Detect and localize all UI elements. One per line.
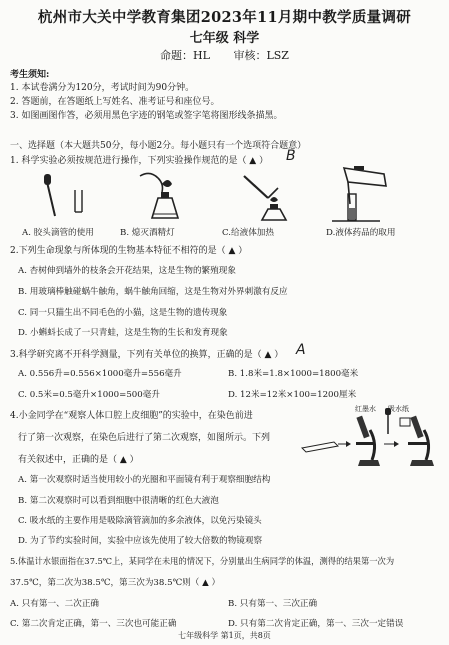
q4-stem-line-1: 4.小金同学在“观察人体口腔上皮细胞”的实验中，在染色前进 bbox=[10, 411, 253, 421]
q4-option-c: C. 吸水纸的主要作用是吸除滴管滴加的多余液体，以免污染镜头 bbox=[18, 516, 262, 526]
notice-item-3: 3. 如图画图作答，必须用黑色字迹的钢笔或签字笔将图形线条描黑。 bbox=[10, 111, 283, 121]
q2-option-b: B. 用玻璃棒触碰蜗牛触角，蜗牛触角回缩，这是生物对外界刺激有反应 bbox=[18, 287, 288, 297]
q4-option-d: D. 为了节约实验时间，实验中应该先使用了较大倍数的物镜观察 bbox=[18, 536, 263, 546]
q5-option-c: C. 第二次肯定正确，第一、三次也可能正确 bbox=[10, 619, 177, 629]
q2-option-c: C. 同一只猫生出不同毛色的小猫，这是生物的遗传现象 bbox=[18, 308, 228, 318]
author-label: 命题：HL bbox=[160, 49, 210, 62]
notice-item-1: 1. 本试卷满分为120分，考试时间为90分钟。 bbox=[10, 83, 195, 93]
heating-liquid-figure bbox=[234, 170, 304, 222]
q4-stem-line-2: 行了第一次观察，在染色后进行了第二次观察，如图所示。下列 bbox=[18, 433, 271, 443]
q5-stem-line-1: 5.体温计水银面指在37.5℃上，某同学在未甩的情况下，分别量出生病同学的体温，测得的结果第一次为 bbox=[10, 556, 395, 566]
notice-item-2: 2. 答题前，在答题纸上写姓名、准考证号和座位号。 bbox=[10, 97, 220, 107]
notice-heading: 考生须知: bbox=[10, 70, 50, 80]
liquid-pouring-figure bbox=[330, 164, 410, 224]
q3-option-b: B. 1.8米=1.8×1000=1800毫米 bbox=[228, 369, 359, 379]
q5-option-d: D. 只有第二次肯定正确，第一、三次一定错误 bbox=[228, 619, 404, 629]
q4-stem-line-3: 有关叙述中，正确的是（ ▲ ） bbox=[18, 455, 139, 465]
page-footer: 七年级科学 第1页，共8页 bbox=[178, 631, 271, 640]
reviewer-label: 审核：LSZ bbox=[233, 49, 289, 62]
figure-label-blotting-paper: 吸水纸 bbox=[388, 405, 409, 413]
figure-label-red-ink: 红墨水 bbox=[355, 405, 376, 413]
q4-option-b: B. 第二次观察时可以看到细胞中很清晰的红色大液泡 bbox=[18, 496, 219, 506]
dropper-figure bbox=[30, 172, 100, 220]
q1-option-a: A. 胶头滴管的使用 bbox=[22, 228, 94, 238]
alcohol-lamp-figure bbox=[132, 170, 202, 222]
q3-option-a: A. 0.556升=0.556×1000毫升=556毫升 bbox=[18, 369, 182, 379]
q2-option-d: D. 小蝌蚪长成了一只青蛙，这是生物的生长和发育现象 bbox=[18, 328, 228, 338]
q3-handwritten-answer: A bbox=[296, 342, 306, 358]
section-heading: 一、选择题（本大题共50分，每小题2分。每小题只有一个选项符合题意） bbox=[10, 141, 307, 151]
q3-option-d: D. 12米=12米×100=1200厘米 bbox=[228, 390, 357, 400]
exam-title: 杭州市大关中学教育集团2023年11月期中教学质量调研 bbox=[37, 9, 412, 26]
q5-stem-line-2: 37.5℃，第二次为38.5℃，第三次为38.5℃则（ ▲ ） bbox=[10, 578, 221, 588]
q1-option-c: C.给液体加热 bbox=[222, 228, 274, 238]
q5-option-a: A. 只有第一、二次正确 bbox=[10, 599, 100, 609]
q2-stem: 2.下列生命现象与所体现的生物基本特征不相符的是（ ▲ ） bbox=[10, 246, 248, 256]
exam-authors bbox=[0, 47, 449, 63]
q1-handwritten-answer: B bbox=[286, 148, 296, 164]
q5-option-b: B. 只有第一、三次正确 bbox=[228, 599, 318, 609]
q2-option-a: A. 杏树伸到墙外的枝条会开花结果，这是生物的繁殖现象 bbox=[18, 266, 236, 276]
q3-stem: 3.科学研究离不开科学测量，下列有关单位的换算，正确的是（ ▲ ） bbox=[10, 350, 284, 360]
exam-subtitle: 七年级 科学 bbox=[189, 31, 260, 46]
q1-option-b: B. 熄灭酒精灯 bbox=[120, 228, 175, 238]
q3-option-c: C. 0.5米=0.5毫升×1000=500毫升 bbox=[18, 390, 160, 400]
q4-option-a: A. 第一次观察时适当使用较小的光圈和平面镜有利于观察细胞结构 bbox=[18, 475, 271, 485]
q1-stem: 1. 科学实验必须按规范进行操作，下列实验操作规范的是（ ▲ ） bbox=[10, 156, 269, 166]
q1-option-d: D.液体药品的取用 bbox=[326, 228, 396, 238]
